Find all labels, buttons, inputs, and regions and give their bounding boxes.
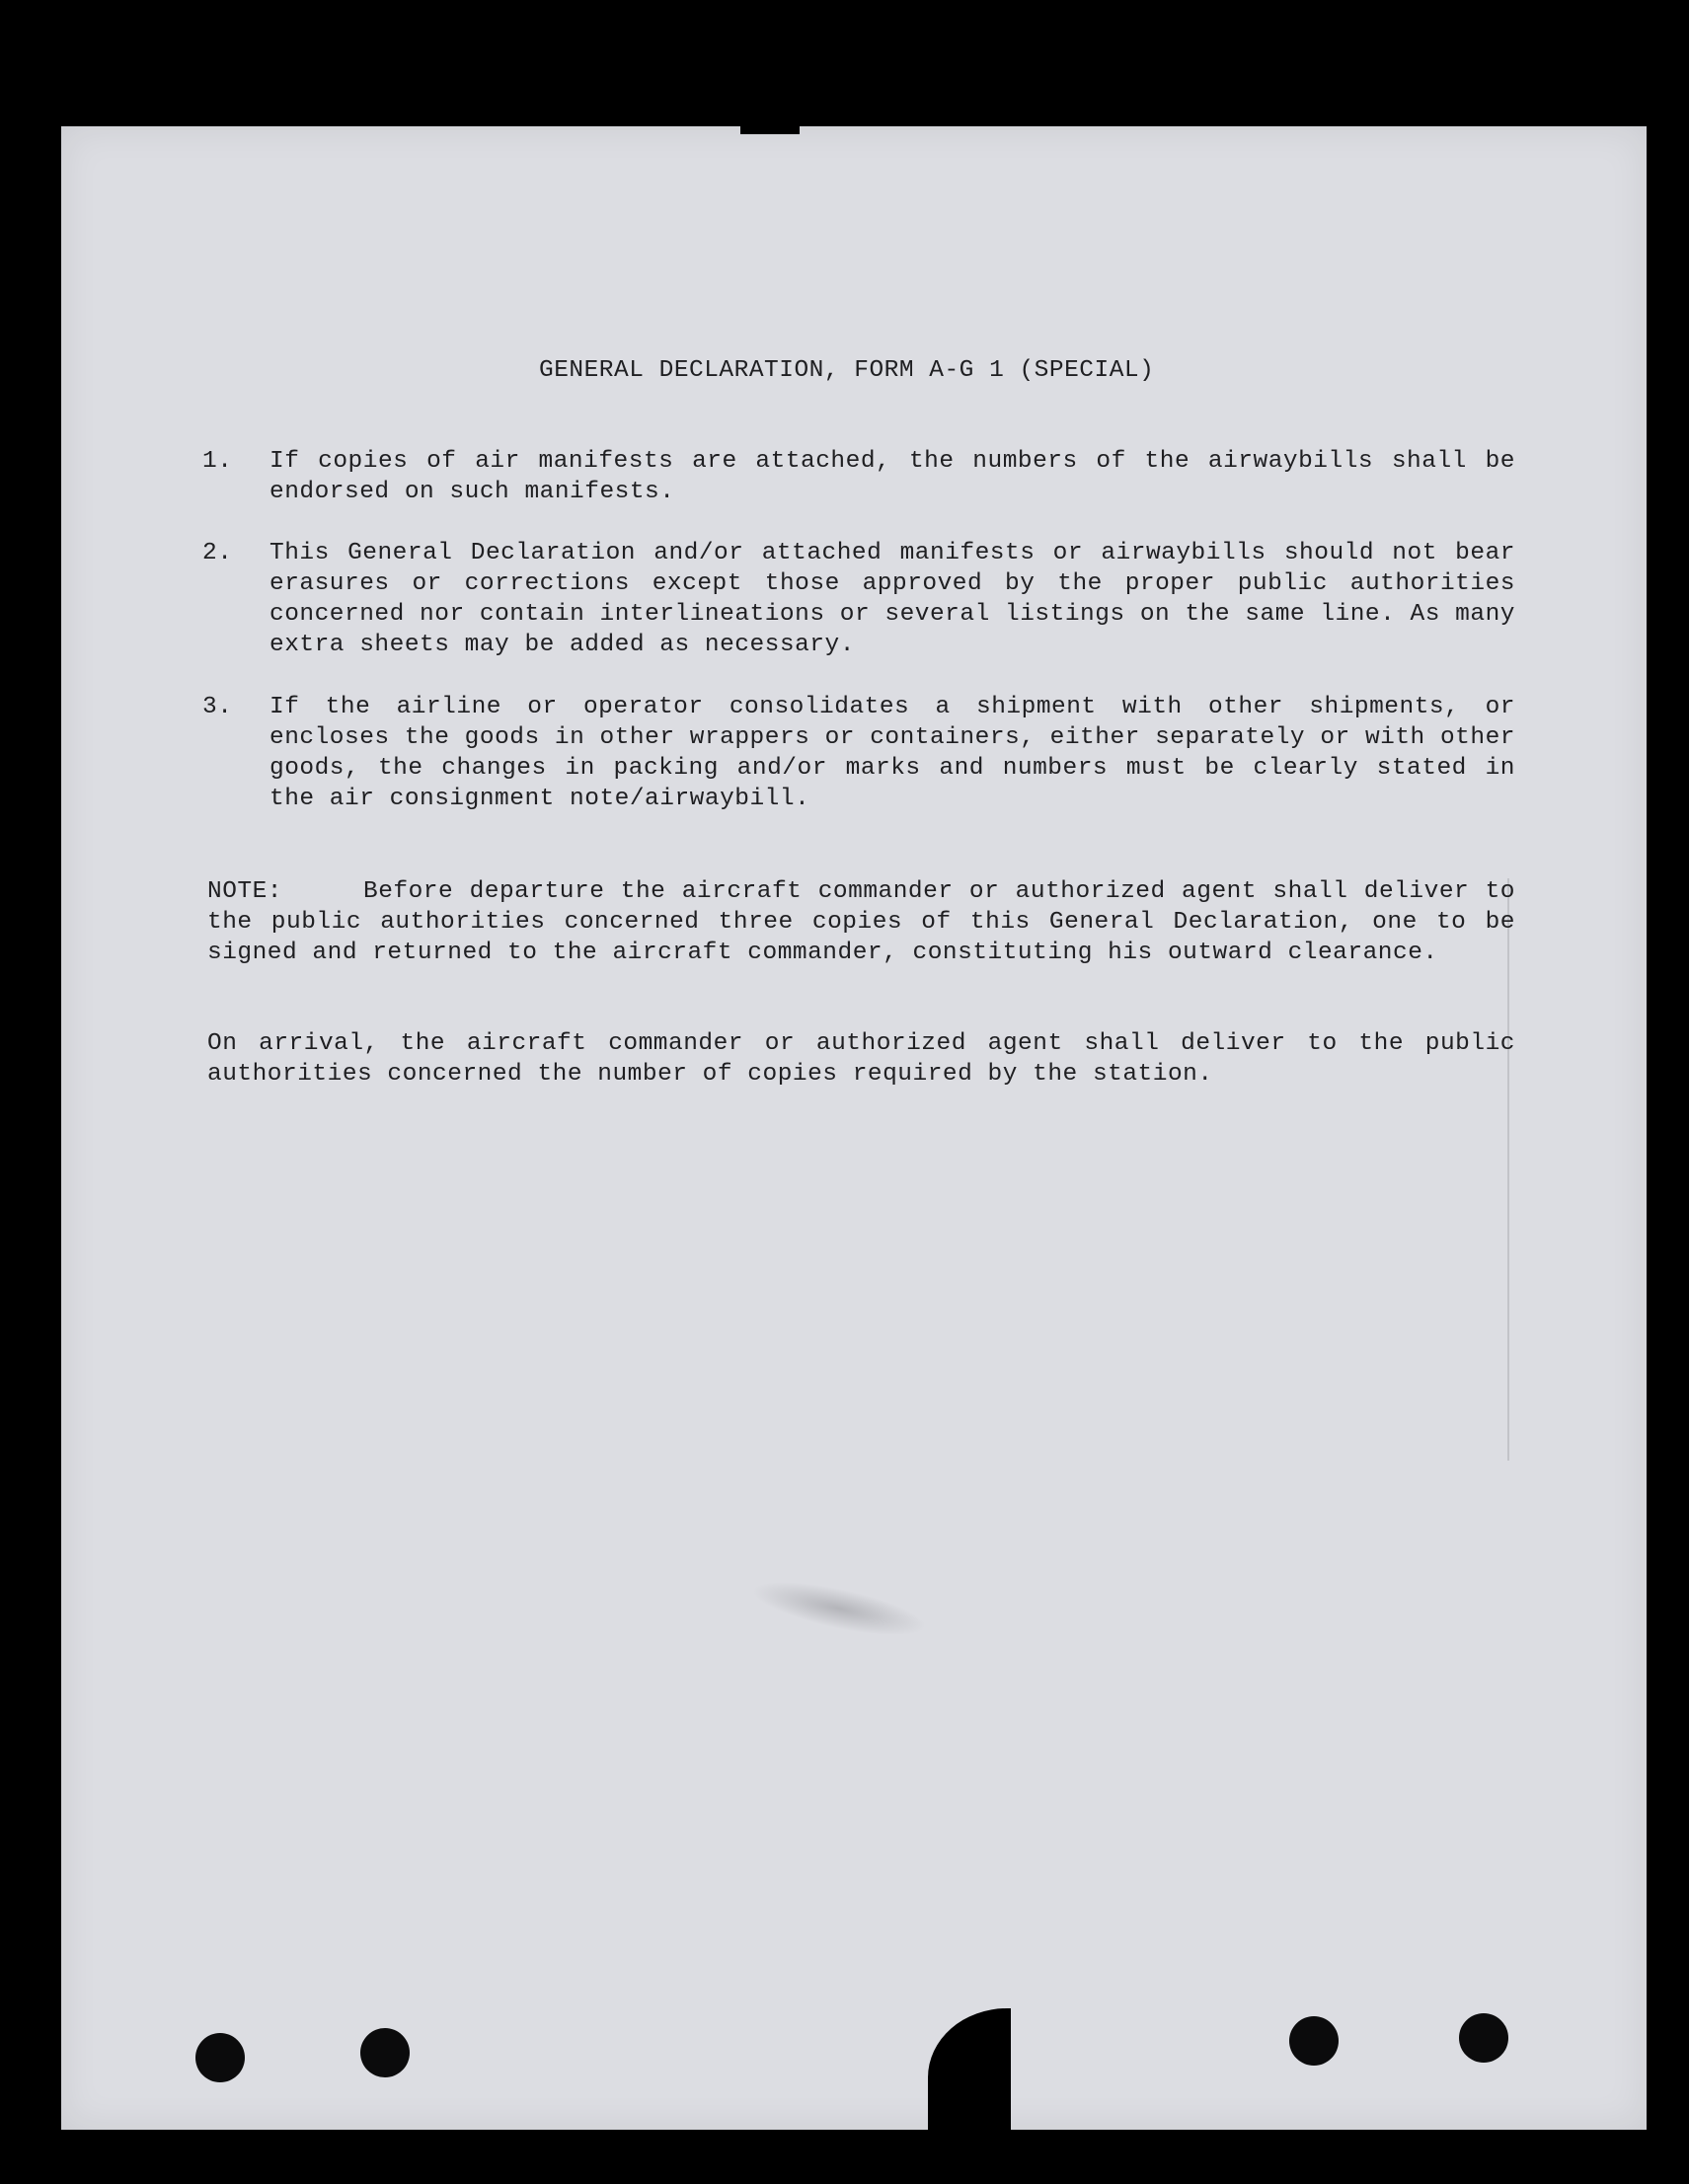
item-number: 1. [202,448,233,475]
instruction-item [202,692,1515,814]
note-paragraph [207,876,1515,968]
page-notch [740,116,800,134]
item-text: If copies of air manifests are attached, the numbers of the airwaybills shall be endorsed on such manifests. [269,448,1515,505]
page-edge-gap [1007,2008,1011,2137]
item-text: If the airline or operator consolidates a shipment with other shipments, or encloses the goods in other wrappers or containers, either separately or with other goods, the changes in packing and/or marks and numbers must be clearly stated in the air consignment note/airwaybill. [269,694,1515,812]
arrival-paragraph: On arrival, the aircraft commander or authorized agent shall deliver to the public authorities concerned the number of copies required by the station. [207,1030,1515,1088]
document-title: GENERAL DECLARATION, FORM A-G 1 (SPECIAL) [539,357,1155,384]
item-number: 3. [202,694,233,720]
note-label: NOTE: [207,878,283,905]
item-number: 2. [202,540,233,566]
instruction-item [202,538,1515,660]
note-text: Before departure the aircraft commander or authorized agent shall deliver to the public authorities concerned three copies of this General Declaration, one to be signed and returned to the aircraft commander, constituting his outward clearance. [207,878,1515,966]
punch-hole [360,2028,410,2077]
item-text: This General Declaration and/or attached manifests or airwaybills should not bear erasures or corrections except those approved by the proper public authorities concerned nor contain interlineations or several listings on the same line. As many extra sheets may be added as necessary. [269,540,1515,658]
punch-hole [195,2033,245,2082]
punch-hole [1289,2016,1339,2066]
document-page [61,126,1647,2130]
punch-hole [1459,2013,1508,2063]
instruction-item [202,446,1515,507]
